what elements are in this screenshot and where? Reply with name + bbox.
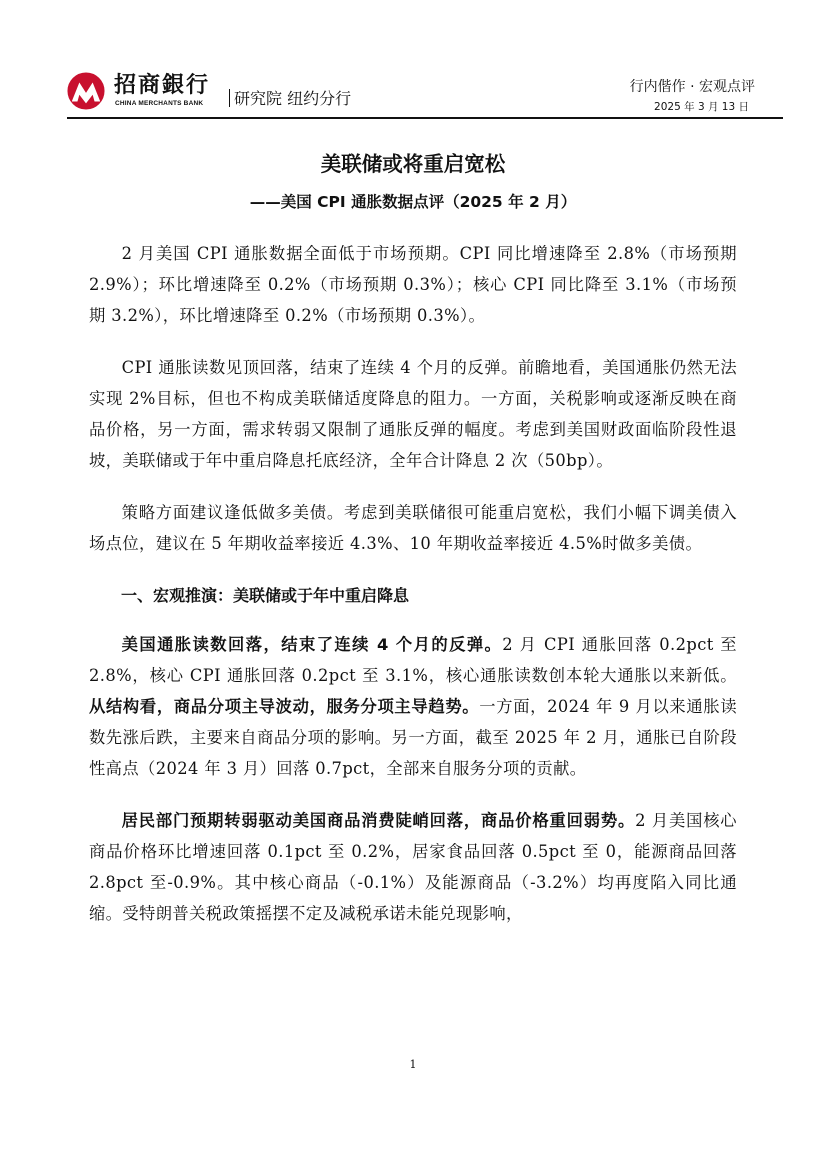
department-label [229, 88, 351, 110]
paragraph-summary: 2 月美国 CPI 通胀数据全面低于市场预期。CPI 同比增速降至 2.8%（市场预期 2.9%）；环比增速降至 0.2%（市场预期 0.3%）；核心 CPI 同比降至 3.1%（市场预期 3.2%），环比增速降至 0.2%（市场预期 0.3%）。 [89, 244, 737, 325]
divider [229, 89, 230, 107]
paragraph-inflation-structure [89, 629, 737, 784]
section-heading-1: 一、宏观推演：美联储或于年中重启降息 [121, 586, 410, 605]
page-subtitle: ——美国 CPI 通胀数据点评（2025 年 2 月） [249, 193, 577, 211]
department-text: 研究院 纽约分行 [234, 89, 352, 108]
cmb-logo-icon [67, 72, 105, 110]
key-point: 美国通胀读数回落，结束了连续 4 个月的反弹。 [121, 635, 503, 654]
report-body [89, 238, 737, 950]
page-number: 1 [409, 1058, 417, 1071]
header-rule [67, 117, 783, 119]
key-point: 居民部门预期转弱驱动美国商品消费陡峭回落，商品价格重回弱势。 [121, 811, 636, 830]
report-header [67, 70, 783, 118]
document-type: 行内偕作 · 宏观点评 [629, 79, 755, 95]
logo-text-en: CHINA MERCHANTS BANK [115, 100, 204, 107]
paragraph-text: 2 月 CPI 通胀回落 0.2pct 至 2.8%，核心 CPI 通胀回落 0.2pct 至 3.1%，核心通胀读数创本轮大通胀以来新低。 [89, 635, 737, 685]
paragraph-goods-prices [89, 805, 737, 929]
page-title: 美联储或将重启宽松 [320, 152, 506, 176]
paragraph-strategy: 策略方面建议逢低做多美债。考虑到美联储很可能重启宽松，我们小幅下调美债入场点位，建议在 5 年期收益率接近 4.3%、10 年期收益率接近 4.5%时做多美债。 [89, 503, 737, 553]
logo-text-cn: 招商銀行 [114, 73, 211, 98]
paragraph-outlook: CPI 通胀读数见顶回落，结束了连续 4 个月的反弹。前瞻地看，美国通胀仍然无法实现 2%目标，但也不构成美联储适度降息的阻力。一方面，关税影响或逐渐反映在商品价格，另一方面，需求转弱又限制了通胀反弹的幅度。考虑到美国财政面临阶段性退坡，美联储或于年中重启降息托底经济，全年合计降息 2 次（50bp）。 [89, 358, 737, 470]
paragraph-text: 一方面，2024 年 9 月以来通胀读数先涨后跌，主要来自商品分项的影响。另一方面，截至 2025 年 2 月，通胀已自阶段性高点（2024 年 3 月）回落 0.7pct，全部来自服务分项的贡献。 [89, 697, 738, 778]
document-date: 2025 年 3 月 13 日 [654, 101, 749, 113]
key-point: 从结构看，商品分项主导波动，服务分项主导趋势。 [89, 697, 480, 716]
paragraph-text: 2 月美国核心商品价格环比增速回落 0.1pct 至 0.2%，居家食品回落 0.5pct 至 0，能源商品回落 2.8pct 至-0.9%。其中核心商品（-0.1%）及能源商品（-3.2%）均再度陷入同比通缩。受特朗普关税政策摇摆不定及减税承诺未能兑现影响， [89, 811, 737, 923]
